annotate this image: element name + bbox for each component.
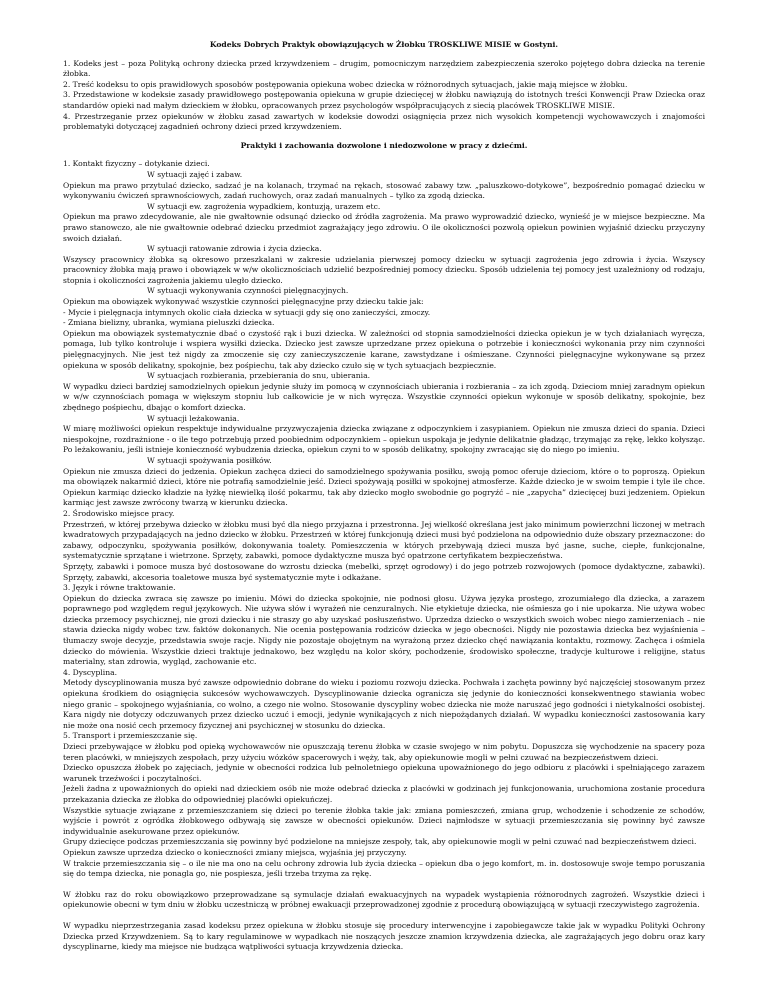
body-paragraph: 4. Dyscyplina. [63,667,118,677]
body-paragraph: Wszystkie sytuacje związane z przemieszczaniem się dzieci po terenie żłobka takie jak: zmiana pomieszczeń, zmiana grup, wchodzenie i schodzenie ze schodów, wyjście i powrót z ogródka żłobkowego odbywają się zawsze w obecności opiekunów. Dzieci najmłodsze w sytuacji przemieszczania się powinny być zawsze indywidualnie asekurowane przez opiekunów. [63,805,705,836]
subsection-label: W sytuacji ew. zagrożenia wypadkiem, kontuzją, urazem etc. [147,201,381,211]
subsection-label: W sytuacjach rozbierania, przebierania do snu, ubierania. [147,371,371,381]
spacer [63,880,705,890]
closing-paragraph: W żłobku raz do roku obowiązkowo przeprowadzane są symulacje działań ewakuacyjnych na wypadek wystąpienia różnorodnych zagrożeń. Wszystkie dzieci i opiekunowie obecni w tym dniu w żłobku uczestniczą w próbnej ewakuacji przeprowadzonej zgodnie z procedurą obowiązującą w sytuacji rzeczywistego zagrożenia. [63,889,705,910]
body-paragraph: - Zmiana bielizny, ubranka, wymiana pieluszki dziecka. [63,318,275,328]
body-paragraph: Opiekun zawsze uprzedza dziecko o konieczności zmiany miejsca, wyjaśnia jej przyczyny. [63,847,407,857]
body-paragraph: Opiekun ma obowiązek wykonywać wszystkie czynności pielęgnacyjne przy dziecku takie jak: [63,297,424,307]
body-paragraph: Opiekun nie zmusza dzieci do jedzenia. Opiekun zachęca dzieci do samodzielnego spożywania posiłku, swoją pomoc oferuje dzieciom, które o to poproszą. Opiekun ma obowiązek nakarmić dzieci, które nie potrafią samodzielnie jeść. Dzieci spożywają posiłki w spokojnej atmosferze. Każde dziecko je w swoim tempie i tyle ile chce. Opiekun karmiąc dziecko kładzie na łyżkę niewielką ilość pokarmu, tak aby dziecko mogło swobodnie go pogryźć – nie „zapycha” dziecięcej buzi jedzeniem. Opiekun karmiąc jest zawsze zwrócony twarzą w kierunku dziecka. [63,466,705,508]
body-paragraph: Metody dyscyplinowania musza być zawsze odpowiednio dobrane do wieku i poziomu rozwoju dziecka. Pochwała i zachęta powinny być najczęściej stosowanym przez opiekuna środkiem do osiągnięcia sukcesów wychowawczych. Dyscyplinowanie dziecka ogranicza się jedynie do konieczności konsekwentnego stawiania wobec niego granic – spokojnego wyjaśniania, co wolno, a czego nie wolno. Stosowanie dyscypliny wobec dziecka nie może naruszać jego godności i nietykalności osobistej. Kara nigdy nie dotyczy odczuwanych przez dziecko uczuć i emocji, jedynie wynikających z nich niepożądanych działań. W wypadku konieczności zastosowania kary nie może ona nosić cech przemocy fizycznej ani psychicznej w stosunku do dziecka. [63,678,705,730]
body-paragraph: Opiekun do dziecka zwraca się zawsze po imieniu. Mówi do dziecka spokojnie, nie podnosi głosu. Używa języka prostego, zrozumiałego dla dziecka, a zarazem poprawnego pod względem reguł językowych. Nie używa słów i wyrażeń nie cenzuralnych. Nie etykietuje dziecka, nie ośmiesza go i nie upokarza. Nie używa wobec dziecka przemocy psychicznej, nie grozi dziecku i nie straszy go aby uzyskać posłuszeństwo. Uprzedza dziecko o wszystkich swoich wobec niego zamierzeniach – nie stawia dziecka nigdy wobec tzw. faktów dokonanych. Nie ocenia postępowania rodziców dziecka w jego obecności. Nigdy nie pozostawia dziecka bez wyjaśnienia – tłumaczy swoje decyzje, przedstawia swoje racje. Nigdy nie pozostaje obojętnym na wyrażoną przez dziecko chęć nawiązania kontaktu, rozmowy. Zachęca i ośmiela dziecko do mówienia. Wszystkie dzieci traktuje jednakowo, bez względu na kolor skóry, pochodzenie, środowisko społeczne, tradycje kulturowe i religijne, status materialny, stan zdrowia, wygląd, zachowanie etc. [63,593,705,667]
body-paragraph: Opiekun ma prawo zdecydowanie, ale nie gwałtownie odsunąć dziecko od źródła zagrożenia. Ma prawo wyprowadzić dziecko, wynieść je w miejsce bezpieczne. Ma prawo stanowczo, ale nie gwałtownie odebrać dziecku przedmiot zagrażający jego zdrowiu. O ile okoliczności pozwolą opiekun powinien wyjaśnić dziecku przyczyny swoich działań. [63,212,705,243]
subsection-label: W sytuacji wykonywania czynności pielęgnacyjnych. [147,286,349,296]
body-paragraph: 2. Środowisko miejsce pracy. [63,508,175,518]
subsection-label: W sytuacji zajęć i zabaw. [147,169,243,179]
body-paragraph: Dziecko opuszcza żłobek po zajęciach, jedynie w obecności rodzica lub pełnoletniego opiekuna upoważnionego do jego odbioru z placówki i spełniającego zarazem warunek trzeźwości i poczytalności. [63,763,705,783]
practices-body [63,159,705,879]
intro-section [63,59,705,133]
closing-paragraph: W wypadku nieprzestrzegania zasad kodeksu przez opiekuna w żłobku stosuje się procedury interwencyjne i zapobiegawcze takie jak w wypadku Polityki Ochrony Dziecka przed Krzywdzeniem. Są to kary regulaminowe w wypadkach nie noszących jeszcze znamion krzywdzenia dziecka, ale zagrażających jego dobru oraz kary dyscyplinarne, kiedy ma miejsce nie budząca wątpliwości sytuacja krzywdzenia dziecka. [63,920,705,952]
body-paragraph: Sprzęty, zabawki i pomoce musza być dostosowane do wzrostu dziecka (mebelki, sprzęt ogrodowy) i do jego potrzeb rozwojowych (pomoce dydaktyczne, zabawki). Sprzęty, zabawki, akcesoria toaletowe musza być systematycznie myte i odkażane. [63,561,705,582]
body-paragraph: Jeżeli żadna z upoważnionych do opieki nad dzieckiem osób nie może odebrać dziecka z placówki w godzinach jej funkcjonowania, uruchomiona zostanie procedura przekazania dziecka ze żłobka do odpowiedniej placówki opiekuńczej. [63,784,705,804]
intro-paragraph: 3. Przedstawione w kodeksie zasady prawidłowego postępowania opiekuna w grupie dziecięcej w żłobku nawiązują do istotnych treści Konwencji Praw Dziecka oraz standardów opieki nad małym dzieckiem w żłobku, opracowanych przez psychologów współpracujących z siecią placówek TROSKLIWE MISIE. [63,90,705,110]
body-paragraph: W wypadku dzieci bardziej samodzielnych opiekun jedynie służy im pomocą w czynnościach ubierania i rozbierania – za ich zgodą. Dzieciom mniej zaradnym opiekun w w/w czynnościach pomaga w większym stopniu lub całkowicie je w nich wyręcza. Wszystkie czynności opiekun wykonuje w sposób delikatny, spokojnie, bez zbędnego pośpiechu, dbając o komfort dziecka. [63,381,705,412]
subsection-label: W sytuacji ratowanie zdrowia i życia dziecka. [147,244,322,254]
body-paragraph: Dzieci przebywające w żłobku pod opieką wychowawców nie opuszczają terenu żłobka w czasie swojego w nim pobytu. Dopuszcza się wychodzenie na spacery poza teren placówki, w mniejszych zespołach, przy użyciu wózków spacerowych i węży, tak, aby opiekunowie mogli w pełni czuwać na bezpieczeństwem dzieci. [63,742,705,762]
body-paragraph: W trakcie przemieszczania się – o ile nie ma ono na celu ochrony zdrowia lub życia dziecka – opiekun dba o jego komfort, m. in. dostosowuje swoje tempo poruszania się do tempa dziecka, nie ponagla go, nie pospiesza, jeśli trzeba trzyma za rękę. [63,858,705,879]
section-heading: Praktyki i zachowania dozwolone i niedozwolone w pracy z dziećmi. [240,140,528,150]
spacer [63,911,705,921]
body-paragraph: Opiekun ma obowiązek systematycznie dbać o czystość rąk i buzi dziecka. W zależności od stopnia samodzielności dziecka opiekun je w tych działaniach wyręcza, pomaga, lub tylko kontroluje i wspiera wysiłki dziecka. Dziecko jest zawsze uprzedzane przez opiekuna o potrzebie i konieczności wykonania przy nim czynności pielęgnacyjnych. Nie jest też nigdy za zmoczenie się czy zanieczyszczenie karane, zawstydzane i ośmieszane. Czynności pielęgnacyjne wykonywane są przez opiekuna w sposób delikatny, spokojnie, bez pośpiechu, tak aby dziecko czuło się w tych sytuacjach bezpiecznie. [63,328,705,370]
body-paragraph: Przestrzeń, w której przebywa dziecko w żłobku musi być dla niego przyjazna i przestronna. Jej wielkość określana jest jako minimum powierzchni liczonej w metrach kwadratowych przypadających na jedno dziecko w żłobku. Przestrzeń w której funkcjonują dzieci musi być podzielona na odpowiednio duże obszary przeznaczone: do zabawy, odpoczynku, spożywania posiłków, dokonywania toalety. Pomieszczenia w których przebywają dzieci musza być jasne, suche, ciepłe, funkcjonalne, systematycznie sprzątane i wietrzone. Sprzęty, zabawki, pomoce dydaktyczne musza być opatrzone certyfikatem bezpieczeństwa. [63,519,705,561]
intro-paragraph: 2. Treść kodeksu to opis prawidłowych sposobów postępowania opiekuna wobec dziecka w różnorodnych sytuacjach, jakie mają miejsce w żłobku. [63,79,628,89]
body-paragraph: 5. Transport i przemieszczanie się. [63,731,198,741]
document-title: Kodeks Dobrych Praktyk obowiązujących w Żłobku TROSKLIWE MISIE w Gostyni. [209,40,559,49]
body-paragraph: Wszyscy pracownicy żłobka są okresowo przeszkalani w zakresie udzielania pierwszej pomocy dziecku w sytuacji zagrożenia jego zdrowia i życia. Wszyscy pracownicy żłobka mają prawo i obowiązek w w/w okolicznościach udzielić bezpośredniej pomocy dziecku. Sposób udzielenia tej pomocy jest uzależniony od rodzaju, stopnia i okoliczności zagrożenia jakiemu uległo dziecko. [63,254,705,285]
subsection-label: W sytuacji leżakowania. [147,413,240,423]
body-paragraph: 3. Język i równe traktowanie. [63,583,176,593]
subsection-label: W sytuacji spożywania posiłków. [147,455,272,465]
intro-paragraph: 4. Przestrzeganie przez opiekunów w żłobku zasad zawartych w kodeksie dowodzi osiągnięcia przez nich wysokich kompetencji wychowawczych i znajomości problematyki dotyczącej zagadnień ochrony dzieci przed krzywdzeniem. [63,111,705,132]
body-paragraph: 1. Kontakt fizyczny – dotykanie dzieci. [63,159,210,169]
intro-paragraph: 1. Kodeks jest – poza Polityką ochrony dziecka przed krzywdzeniem – drugim, pomocniczym narzędziem zabezpieczenia szeroko pojętego dobra dziecka na terenie żłobka. [63,58,705,79]
body-paragraph: Opiekun ma prawo przytulać dziecko, sadzać je na kolanach, trzymać na rękach, stosować zabawy tzw. „paluszkowo-dotykowe”, bezpośrednio pomagać dziecku w wykonywaniu ćwiczeń sprawnościowych, zadań ruchowych, oraz zadań manualnych – tylko za zgodą dziecka. [63,180,705,201]
body-paragraph: - Mycie i pielęgnacja intymnych okolic ciała dziecka w sytuacji gdy się ono zanieczyści, zmoczy. [63,307,431,317]
body-paragraph: W miarę możliwości opiekun respektuje indywidualne przyzwyczajenia dziecka związane z odpoczynkiem i zasypianiem. Opiekun nie zmusza dzieci do spania. Dzieci niespokojne, rozdrażnione - o ile tego potrzebują przed poobiednim odpoczynkiem – opiekun uspokaja je jedynie delikatnie gładząc, trzymając za rękę, lekko kołysząc. Po leżakowaniu, jeśli istnieje konieczność wybudzenia dziecka, opiekun czyni to w sposób delikatny, spokojny zwracając się do niego po imieniu. [63,424,705,455]
body-paragraph: Grupy dziecięce podczas przemieszczania się powinny być podzielone na mniejsze zespoły, tak, aby opiekunowie mogli w pełni czuwać nad bezpieczeństwem dzieci. [63,837,697,847]
